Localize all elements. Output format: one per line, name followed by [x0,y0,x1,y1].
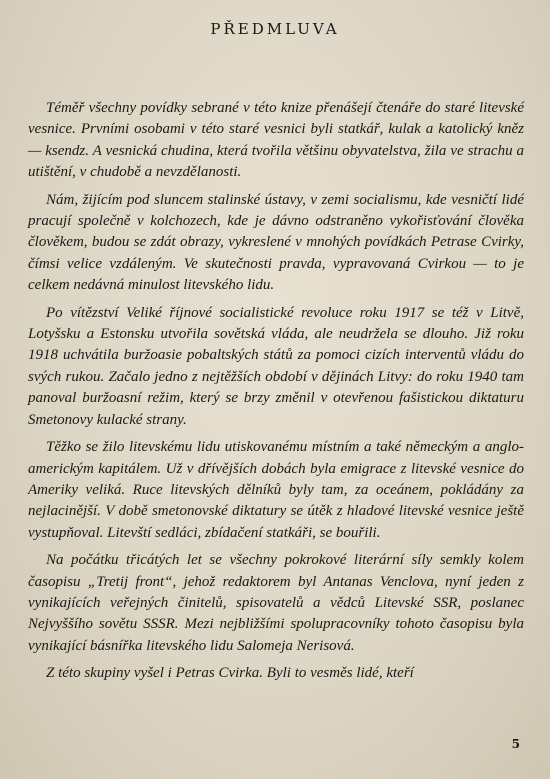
page-number: 5 [511,737,520,751]
paragraph-4: Těžko se žilo litevskému lidu utiskovanému místním a také německým a anglo-americkým kapitálem. Už v dřívějších dobách byla emigrace z litevské vesnice do Ameriky veliká. Ruce litevských dělníků byly tam, za oceánem, pokládány za nejlacinější. V době smetonovské diktatury se útěk z hladové litevské vesnice ještě vystupňoval. Litevští sedláci, zbídačení statkáři, se bouřili. [28,439,524,541]
paragraph-6: Z této skupiny vyšel i Petras Cvirka. Byli to vesměs lidé, kteří [46,665,414,682]
paragraph-5: Na počátku třicátých let se všechny pokrokové literární síly semkly kolem časopisu „Tretij front“, jehož redaktorem byl Antanas Venclova, nyní jeden z vynikajících veřejných činitelů, spisovatelů a vědců Litevské SSR, poslanec Nejvyššího sovětu SSSR. Mezi nejbližšími spolupracovníky tohoto časopisu byla vynikající básnířka litevského lidu Salomeja Nerisová. [28,552,524,654]
paragraph-3: Po vítězství Veliké říjnové socialistické revoluce roku 1917 se též v Litvě, Lotyšsku a Estonsku utvořila sovětská vláda, ale neudržela se dlouho. Již roku 1918 uchvátila buržoasie pobaltských států za pomoci cizích interventů vládu do svých rukou. Začalo jedno z nejtěžších období v dějinách Litvy: do roku 1940 tam panoval buržoasní režim, který se brzy změnil v otevřenou fašistickou diktaturu Smetonovy kulacké strany. [28,304,524,428]
paragraph-2: Nám, žijícím pod sluncem stalinské ústavy, v zemi socialismu, kde vesničtí lidé pracují společně v kolchozech, kde je dávno odstraněno vykořisťování člověka člověkem, budou se zdát obrazy, vykreslené v mnohých povídkách Petrase Cvirky, čímsi velice vzdáleným. Ve skutečnosti pravda, vypravovaná Cvirkou — to je celkem nedávná minulost litevského lidu. [28,191,524,294]
page-title: PŘEDMLUVA [210,20,340,38]
paragraph-1: Téměř všechny povídky sebrané v této knize přenášejí čtenáře do staré litevské vesnice. Prvními osobami v této staré vesnici byli statkář, kulak a katolický kněz — ksendz. A vesnická chudina, která tvořila většinu obyvatelstva, žila ve strachu a utištění, v chudobě a nevzdělanosti. [28,100,524,181]
body-text [28,98,524,691]
